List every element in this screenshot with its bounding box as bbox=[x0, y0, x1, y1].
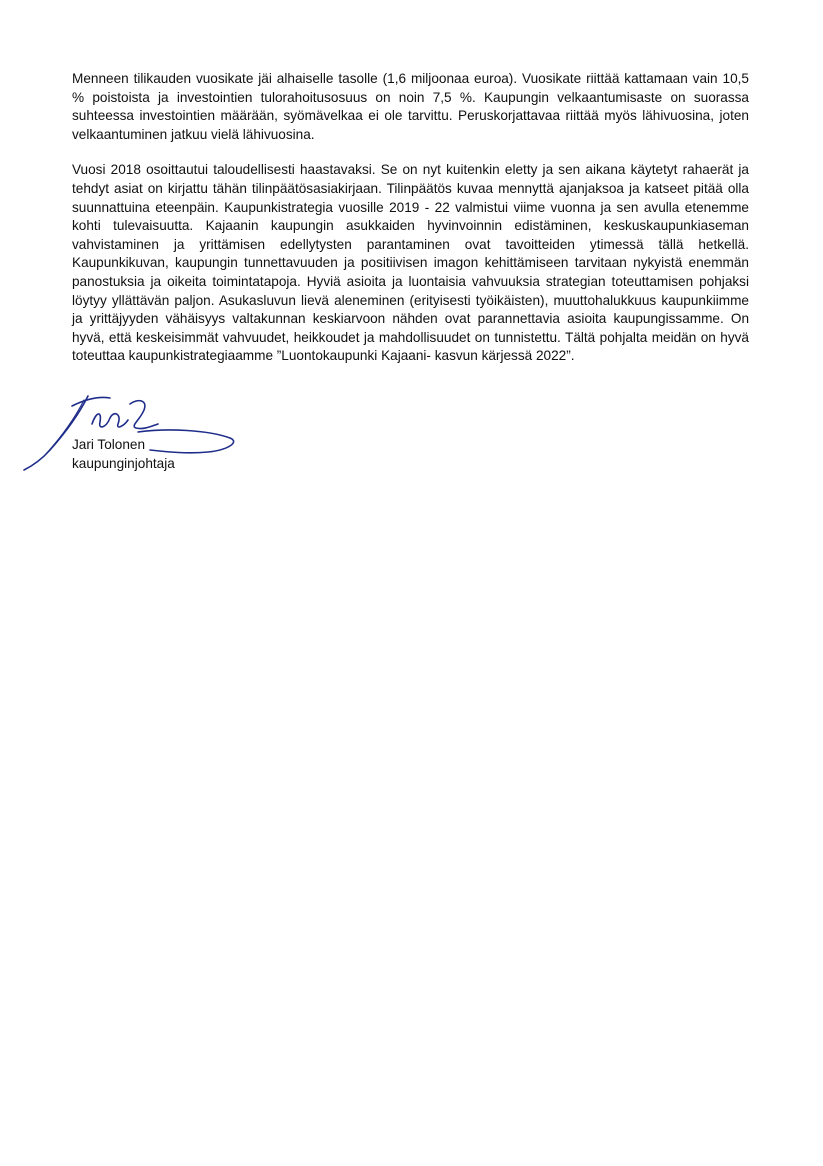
paragraph-strategy-outlook: Vuosi 2018 osoittautui taloudellisesti haastavaksi. Se on nyt kuitenkin eletty ja sen aikana käytetyt rahaerät ja tehdyt asiat on kirjattu tähän tilinpäätösasiakirjaan. Tilinpäätös kuvaa mennyttä ajanjaksoa ja katseet pitää olla suunnattuina eteenpäin. Kaupunkistrategia vuosille 2019 - 22 valmistui viime vuonna ja sen avulla etenemme kohti tulevaisuutta. Kajaanin kaupungin asukkaiden hyvinvoinnin edistäminen, keskuskaupunkiaseman vahvistaminen ja yrittämisen edellytysten parantaminen ovat tavoitteiden ytimessä tällä hetkellä. Kaupunkikuvan, kaupungin tunnettavuuden ja positiivisen imagon kehittämiseen tarvitaan nykyistä enemmän panostuksia ja oikeita toimintatapoja. Hyviä asioita ja luontaisia vahvuuksia strategian toteuttamisen pohjaksi löytyy yllättävän paljon. Asukasluvun lievä aleneminen (erityisesti työikäisten), muuttohalukkuus kaupunkiimme ja yrittäjyyden vähäisyys valtakunnan keskiarvoon nähden ovat parannettavia asioita kaupungissamme. On hyvä, että keskeisimmät vahvuudet, heikkoudet ja mahdollisuudet on tunnistettu. Tältä pohjalta meidän on hyvä toteuttaa kaupunkistrategiaamme ”Luontokaupunki Kajaani- kasvun kärjessä 2022”. bbox=[72, 162, 749, 364]
signer-block bbox=[72, 436, 175, 473]
signer-name: Jari Tolonen bbox=[72, 437, 146, 452]
paragraph-financial-summary: Menneen tilikauden vuosikate jäi alhaiselle tasolle (1,6 miljoonaa euroa). Vuosikate riittää kattamaan vain 10,5 % poistoista ja investointien tulorahoitusosuus on noin 7,5 %. Kaupungin velkaantumisaste on suorassa suhteessa investointien määrään, syömävelkaa ei ole tarvittu. Peruskorjattavaa riittää myös lähivuosina, joten velkaantuminen jatkuu vielä lähivuosina. bbox=[72, 71, 749, 142]
document-body bbox=[72, 70, 749, 366]
signer-title: kaupunginjohtaja bbox=[72, 455, 175, 471]
